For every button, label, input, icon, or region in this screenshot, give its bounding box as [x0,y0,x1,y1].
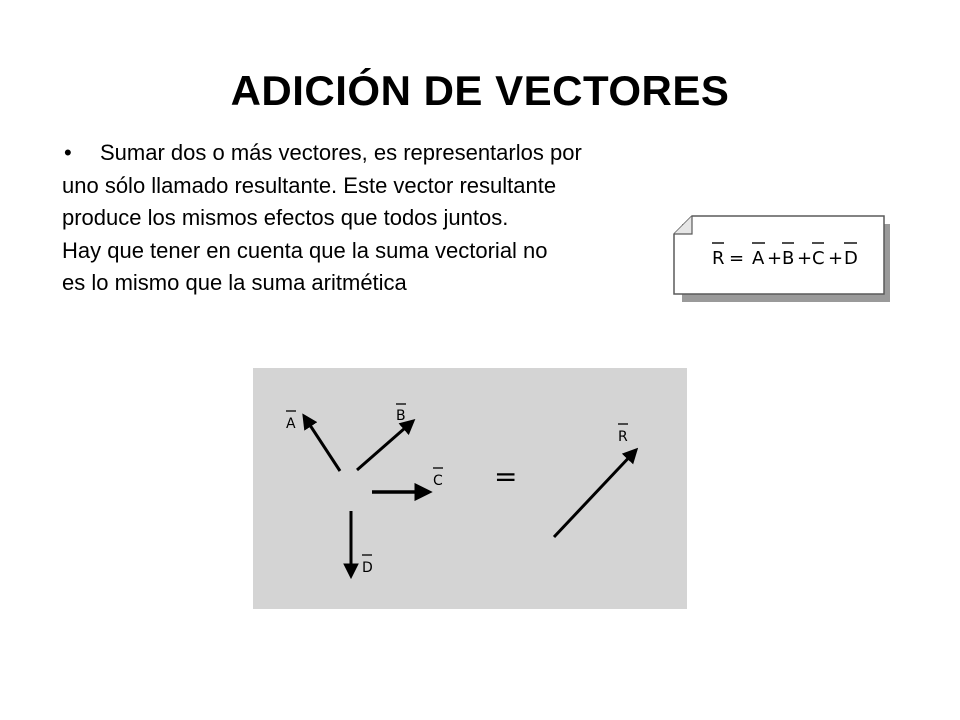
vector-diagram [253,368,687,609]
formula-equals: = [729,248,745,269]
diagram-equals-sign: = [494,460,518,493]
formula-plus-1: + [767,248,783,269]
diagram-background [253,368,687,609]
body-line-4: Hay que tener en cuenta que la suma vectorial no [62,237,548,263]
formula-term-c: C [812,248,825,269]
formula-card [672,214,890,302]
body-line-text: Sumar dos o más vectores, es representarlos por [100,140,582,165]
body-line-2: uno sólo llamado resultante. Este vector resultante [62,172,557,198]
formula-term-a: A [752,248,765,269]
vector-d-label: D [362,560,373,576]
vector-b-label: B [396,408,406,424]
formula-card-graphic [672,214,890,302]
vector-r-label: R [618,429,628,445]
formula-plus-2: + [797,248,813,269]
body-text [62,137,702,300]
bullet-marker: • [64,140,72,165]
body-line-3: produce los mismos efectos que todos juntos. [62,205,509,230]
vector-a-label: A [286,416,296,432]
formula-term-d: D [844,248,858,269]
formula-plus-3: + [828,248,844,269]
slide-title: ADICIÓN DE VECTORES [230,67,730,114]
formula-lhs: R [712,248,725,269]
vector-diagram-graphic [253,368,687,609]
body-line-5: es lo mismo que la suma aritmética [62,270,407,295]
vector-c-label: C [433,473,443,489]
body-line-1 [62,137,702,170]
formula-term-b: B [782,248,795,269]
